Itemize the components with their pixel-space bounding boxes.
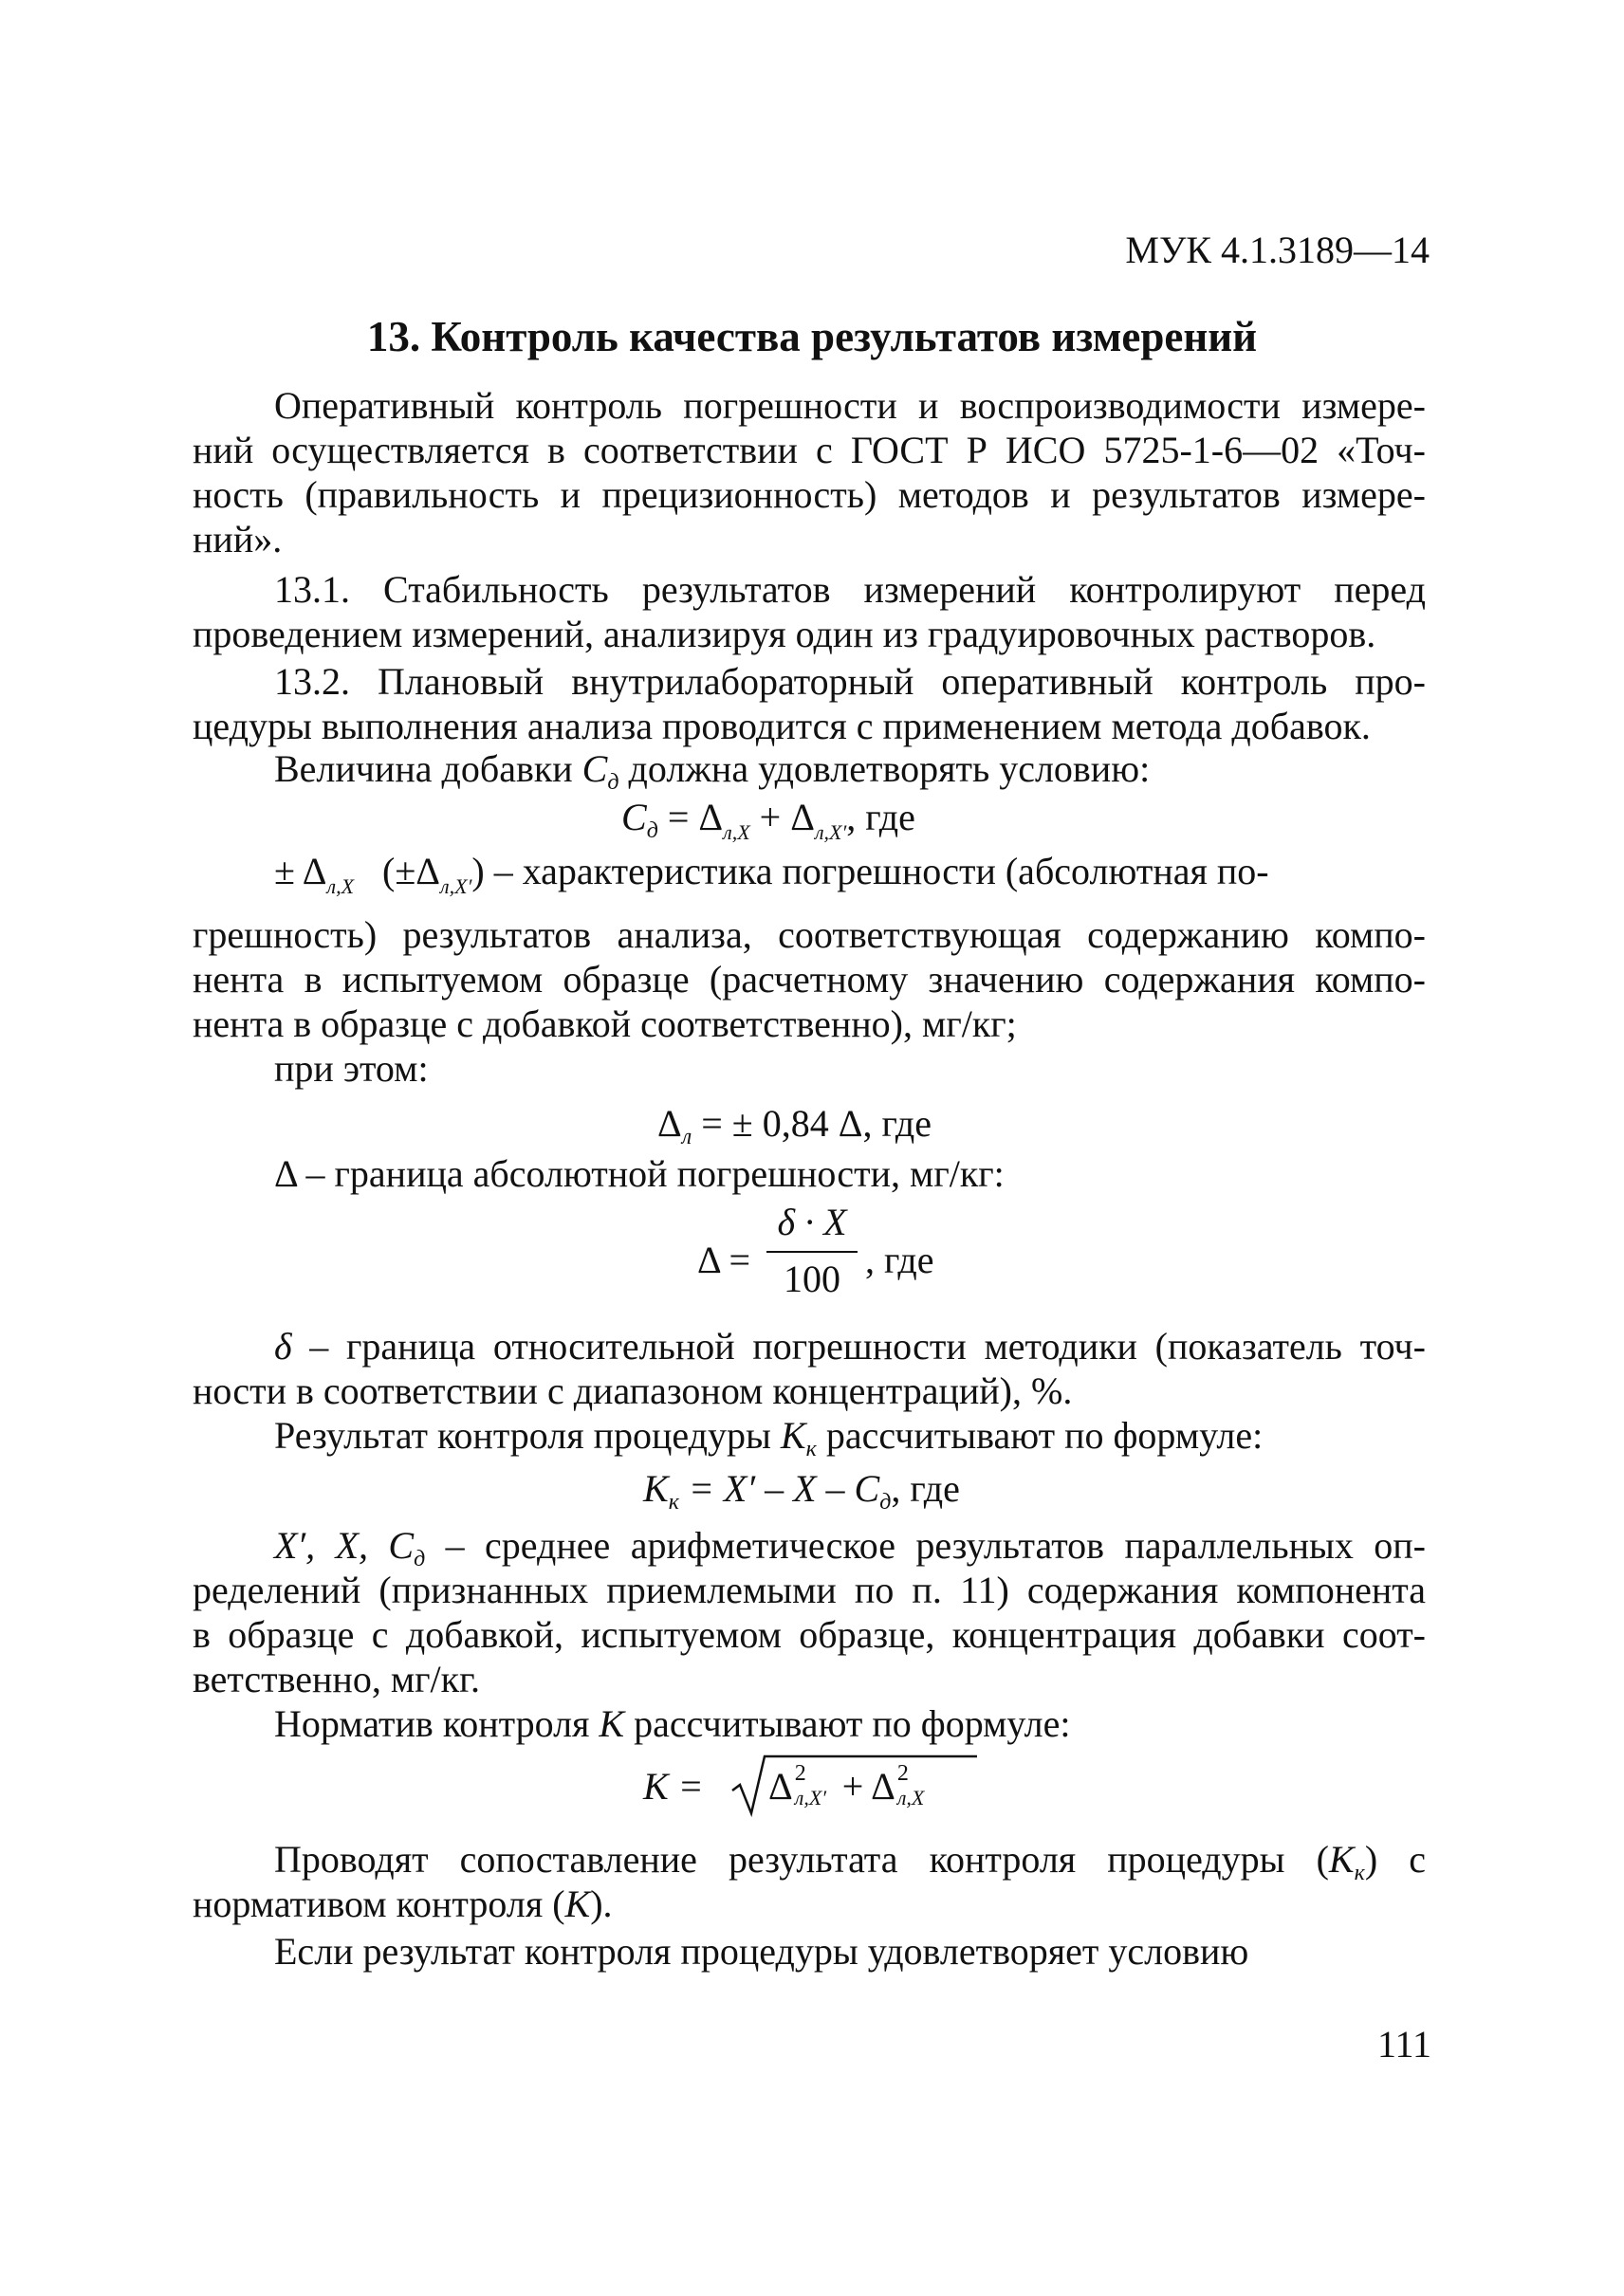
intro-line-1: Оперативный контроль погрешности и воспроизводимости измере- [274,384,1426,427]
delta-definition-line-3: нента в испытуемом образце (расчетному значению содержания компо- [193,958,1426,1001]
document-code: МУК 4.1.3189—14 [1125,229,1430,271]
compare-line-2: нормативом контроля (K). [193,1883,613,1925]
intro-line-4: ний». [193,518,283,560]
formula-delta-l: $\Delta_л$ = ± 0,84 Δ, где [657,1102,932,1149]
vars-definition-line-2: ределений (признанных приемлемыми по п. 11) содержания компонента [193,1569,1426,1611]
formula-delta-fraction [766,1198,858,1308]
final-condition: Если результат контроля процедуры удовлетворяет условию [274,1930,1249,1973]
page-number: 111 [1376,2023,1431,2066]
formula-delta-tail: , где [865,1239,934,1281]
formula-k-lhs: K = [643,1765,704,1808]
compare-line-1: Проводят сопоставление результата контроля процедуры $(K_к)$ с [274,1838,1426,1885]
delta-definition-line-4: нента в образце с добавкой соответственно), мг/кг; [193,1002,1017,1045]
delta-definition-line-2: грешность) результатов анализа, соответствующая содержанию компо- [193,913,1426,956]
delta-definition-first: ± $\Delta_{л,X}$ $(\pm\Delta_{л,X'})$ – характеристика погрешности (абсолютная по- [274,850,1269,898]
p13-2-line-2: цедуры выполнения анализа проводится с применением метода добавок. [193,705,1371,747]
p13-1-line-1: 13.1. Стабильность результатов измерений контролируют перед [274,568,1426,611]
fraction-numerator: δ · X [777,1201,847,1243]
additive-intro: Величина добавки $C_д$ должна удовлетворять условию: [274,747,1151,795]
rel-error-line-2: ности в соответствии с диапазоном концентраций), %. [193,1369,1073,1412]
p13-1-line-2: проведением измерений, анализируя один из градуировочных растворов. [193,613,1376,655]
rel-error-line-1: δ – граница относительной погрешности методики (показатель точ- [274,1325,1426,1368]
formula-kk: $K_к = X' - X - C_д$, где [643,1467,960,1515]
section-title: 13. Контроль качества результатов измерений [366,313,1258,360]
vars-definition-line-4: ветственно, мг/кг. [193,1658,480,1700]
norm-intro: Норматив контроля K рассчитывают по формуле: [274,1702,1071,1745]
p13-2-line-1: 13.2. Плановый внутрилабораторный оперативный контроль про- [274,660,1426,703]
formula-k-radicand: Δ 2 л,X′ + Δ 2 л,X [768,1761,925,1809]
abs-error-definition: Δ – граница абсолютной погрешности, мг/кг: [274,1152,1005,1195]
formula-delta-lhs: Δ = [697,1239,751,1281]
vars-definition-line-1: X′, X, $C_д$ – среднее арифметическое результатов параллельных оп- [274,1524,1426,1571]
kk-intro: Результат контроля процедуры $K_к$ рассчитывают по формуле: [274,1414,1264,1461]
fraction-bar [766,1251,858,1253]
formula-additive: $C_д = \Delta_{л,X} + \Delta_{л,X'}$, где [621,796,915,844]
when-label: при этом: [274,1047,429,1090]
fraction-denominator: 100 [784,1258,840,1300]
intro-line-3: ность (правильность и прецизионность) методов и результатов измере- [193,473,1426,516]
vars-definition-line-3: в образце с добавкой, испытуемом образце, концентрация добавки соот- [193,1613,1426,1656]
intro-line-2: ний осуществляется в соответствии с ГОСТ Р ИСО 5725-1-6—02 «Точ- [193,429,1426,471]
